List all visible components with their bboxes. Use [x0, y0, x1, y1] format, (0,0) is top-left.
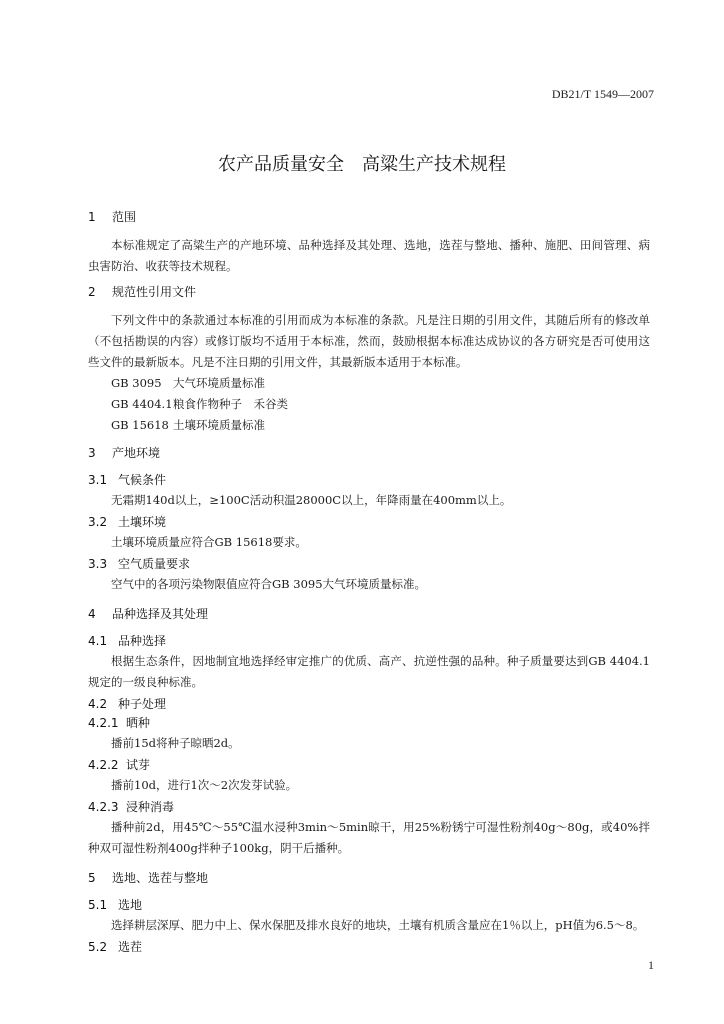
section-title: 品种选择及其处理: [112, 607, 209, 621]
section-3-3-text: 空气中的各项污染物限值应符合GB 3095大气环境质量标准。: [111, 577, 427, 591]
section-number: 4.1: [88, 634, 108, 648]
section-4-1-text: 根据生态条件，因地制宜地选择经审定推广的优质、高产、抗逆性强的品种。种子质量要达到GB 4404.1规定的一级良种标准。: [88, 654, 650, 689]
section-number: 4.2.3: [88, 800, 119, 814]
reference-name: 粮食作物种子 禾谷类: [173, 397, 288, 411]
section-number: 3.1: [88, 473, 108, 487]
section-3-3-heading: [88, 555, 650, 572]
section-4-2-3-text: 播种前2d，用45℃～55℃温水浸种3min～5min晾干，用25%粉锈宁可湿性粉剂40g～80g，或40%拌种双可湿性粉剂400g拌种子100kg，阴干后播种。: [88, 820, 650, 855]
reference-name: 大气环境质量标准: [173, 376, 265, 390]
section-title: 气候条件: [118, 473, 167, 487]
section-4-2-3-heading: [88, 798, 650, 815]
section-number: 5.2: [88, 940, 108, 954]
section-1-heading: [88, 208, 650, 225]
title-part-2: 高粱生产技术规程: [362, 154, 506, 175]
reference-name: 土壤环境质量标准: [173, 418, 265, 432]
section-3-2-heading: [88, 513, 650, 530]
document-title: [0, 150, 724, 176]
section-4-2-2-heading: [88, 756, 650, 773]
section-title: 选茬: [118, 940, 143, 954]
section-1-text: 本标准规定了高粱生产的产地环境、品种选择及其处理、选地，选茬与整地、播种、施肥、田间管理、病虫害防治、收获等技术规程。: [88, 238, 650, 273]
section-title: 范围: [112, 210, 137, 224]
section-title: 产地环境: [112, 446, 161, 460]
reference-item: [88, 394, 650, 415]
section-number: 3.3: [88, 557, 108, 571]
section-number: 5: [88, 871, 96, 885]
section-title: 土壤环境: [118, 515, 167, 529]
section-2-text: 下列文件中的条款通过本标准的引用而成为本标准的条款。凡是注日期的引用文件，其随后所有的修改单（不包括勘误的内容）或修订版均不适用于本标准，然而，鼓励根据本标准达成协议的各方研究是否可使用这些文件的最新版本。凡是不注日期的引用文件，其最新版本适用于本标准。: [88, 313, 650, 369]
section-4-2-2-text: 播前10d，进行1次～2次发芽试验。: [111, 778, 298, 792]
section-3-heading: [88, 444, 650, 461]
section-4-2-1-text: 播前15d将种子晾晒2d。: [111, 736, 240, 750]
section-4-heading: [88, 605, 650, 622]
standard-code: DB21/T 1549—2007: [551, 87, 654, 101]
reference-code: GB 3095: [111, 376, 162, 390]
section-title: 空气质量要求: [118, 557, 191, 571]
section-4-2-heading: [88, 695, 650, 712]
section-title: 试芽: [126, 758, 151, 772]
section-number: 5.1: [88, 898, 108, 912]
reference-item: [88, 415, 650, 436]
section-title: 晒种: [126, 716, 151, 730]
reference-item: [88, 373, 650, 394]
reference-list: [88, 373, 650, 436]
section-number: 4.2.2: [88, 758, 119, 772]
section-5-2-heading: [88, 938, 650, 955]
page-number: 1: [648, 958, 654, 972]
section-title: 选地: [118, 898, 143, 912]
section-number: 4: [88, 607, 96, 621]
section-title: 选地、选茬与整地: [112, 871, 209, 885]
section-title: 种子处理: [118, 697, 167, 711]
reference-code: GB 4404.1: [111, 397, 173, 411]
title-part-1: 农产品质量安全: [218, 154, 344, 175]
section-2-heading: [88, 283, 650, 300]
section-5-heading: [88, 869, 650, 886]
section-3-1-heading: [88, 471, 650, 488]
section-number: 4.2: [88, 697, 108, 711]
section-number: 3: [88, 446, 96, 460]
section-4-1-heading: [88, 632, 650, 649]
reference-code: GB 15618: [111, 418, 169, 432]
section-3-2-text: 土壤环境质量应符合GB 15618要求。: [111, 535, 307, 549]
section-number: 4.2.1: [88, 716, 119, 730]
section-number: 3.2: [88, 515, 108, 529]
section-number: 1: [88, 210, 96, 224]
section-title: 规范性引用文件: [112, 285, 197, 299]
section-3-1-text: 无霜期140d以上，≥100C活动积温28000C以上，年降雨量在400mm以上。: [111, 493, 512, 507]
section-4-2-1-heading: [88, 714, 650, 731]
section-5-1-text: 选择耕层深厚、肥力中上、保水保肥及排水良好的地块，土壤有机质含量应在1％以上，pH值为6.5～8。: [111, 918, 645, 932]
document-body: [88, 208, 650, 957]
section-number: 2: [88, 285, 96, 299]
section-5-1-heading: [88, 896, 650, 913]
section-title: 浸种消毒: [126, 800, 175, 814]
section-title: 品种选择: [118, 634, 167, 648]
